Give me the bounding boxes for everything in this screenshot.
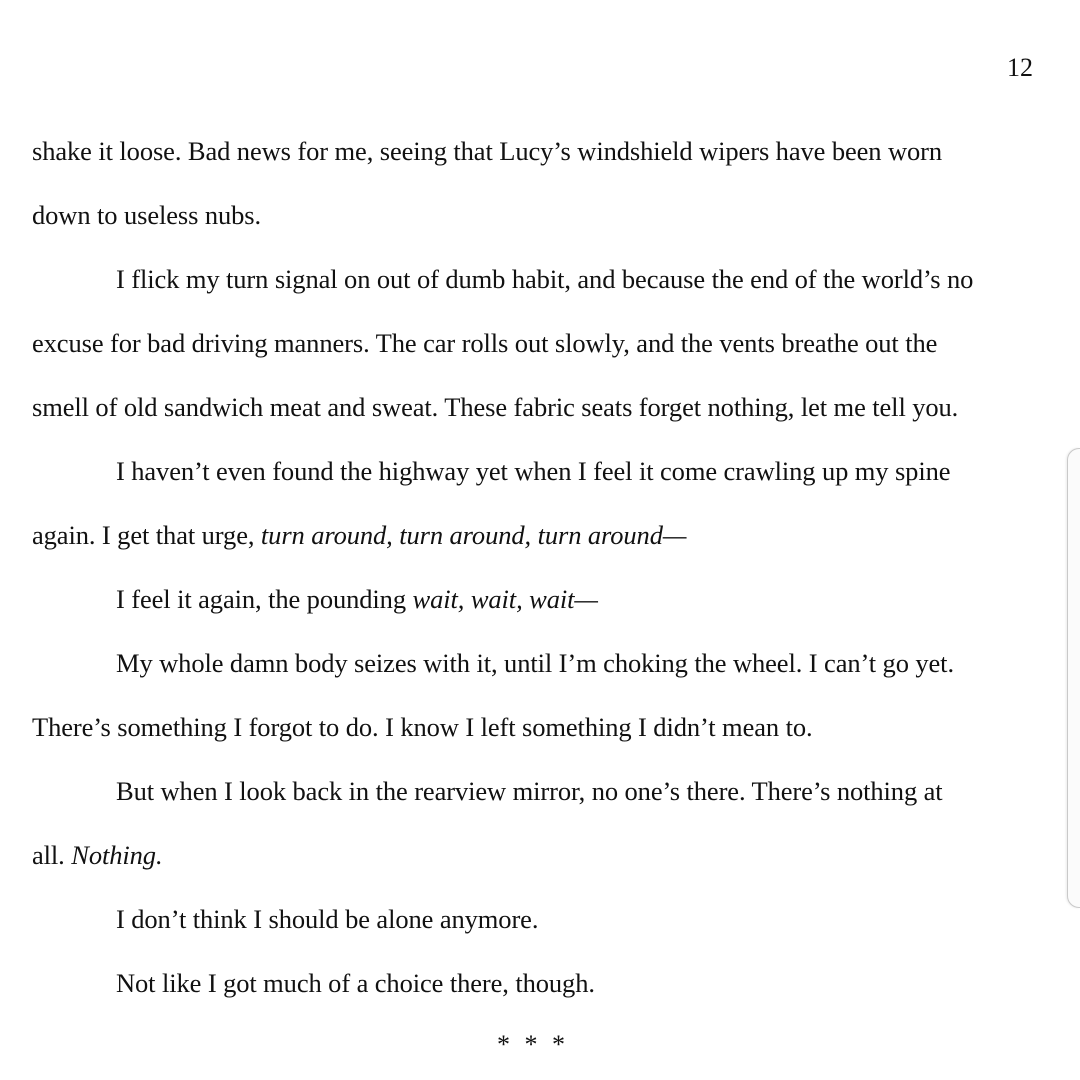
text-line (116, 263, 973, 295)
text-span: smell of old sandwich meat and sweat. These fabric seats forget nothing, let me tell you. (32, 392, 959, 422)
text-span: shake it loose. Bad news for me, seeing that Lucy’s windshield wipers have been worn (32, 136, 943, 166)
text-span: down to useless nubs. (32, 200, 262, 230)
text-span: excuse for bad driving manners. The car rolls out slowly, and the vents breathe out the (32, 328, 938, 358)
text-line (32, 391, 958, 423)
text-line (116, 967, 595, 999)
text-span: all. (32, 840, 72, 870)
section-break: * * * (497, 1030, 569, 1059)
text-line (32, 519, 686, 551)
text-line (32, 711, 813, 743)
text-line (116, 455, 950, 487)
scroll-handle[interactable] (1067, 448, 1080, 908)
italic-text: Nothing. (71, 840, 163, 870)
text-span: Not like I got much of a choice there, though. (116, 968, 595, 998)
text-span: My whole damn body seizes with it, until I’m choking the wheel. I can’t go yet. (116, 648, 954, 678)
text-line (116, 903, 538, 935)
text-line (32, 199, 261, 231)
text-line (32, 135, 942, 167)
text-span: But when I look back in the rearview mirror, no one’s there. There’s nothing at (116, 776, 943, 806)
text-line (116, 775, 943, 807)
text-span: I don’t think I should be alone anymore. (116, 904, 539, 934)
text-line (116, 583, 598, 615)
text-line (32, 839, 162, 871)
italic-text: wait, wait, wait— (412, 584, 598, 614)
text-span: I haven’t even found the highway yet when I feel it come crawling up my spine (116, 456, 951, 486)
text-span: again. I get that urge, (32, 520, 261, 550)
italic-text: turn around, turn around, turn around— (260, 520, 687, 550)
page-number: 12 (1007, 53, 1033, 82)
text-span: I flick my turn signal on out of dumb habit, and because the end of the world’s no (116, 264, 974, 294)
text-span: I feel it again, the pounding (116, 584, 413, 614)
text-line (116, 647, 954, 679)
text-span: There’s something I forgot to do. I know I left something I didn’t mean to. (32, 712, 813, 742)
text-line (32, 327, 937, 359)
